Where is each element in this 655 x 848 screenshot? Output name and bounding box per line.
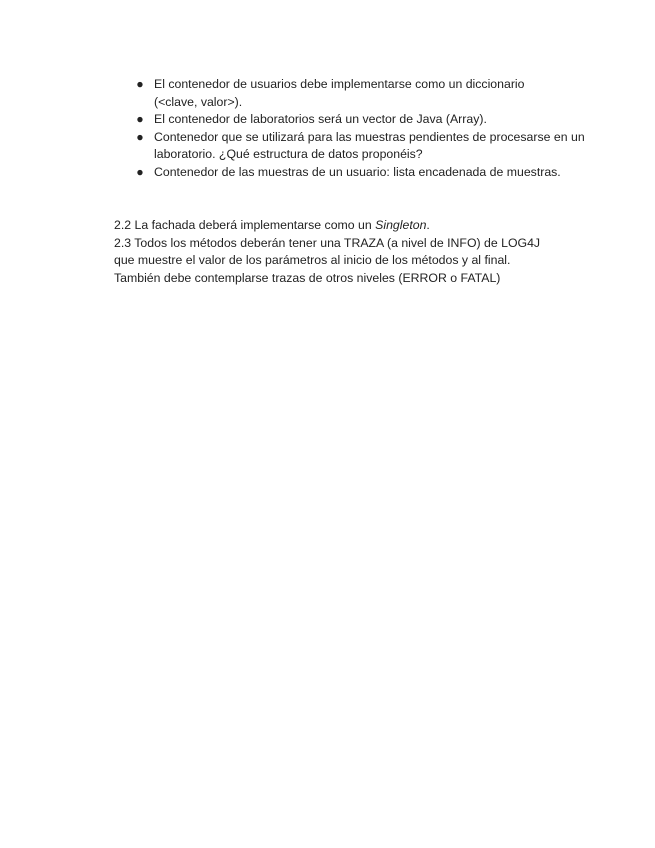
bullet-icon: ● — [136, 164, 144, 179]
bullet-text-labs-container: El contenedor de laboratorios será un vector de Java (Array). — [154, 112, 487, 126]
bullet-text-user-samples: Contenedor de las muestras de un usuario: lista encadenada de muestras. — [154, 164, 561, 179]
paragraph-2-2 — [114, 217, 594, 235]
bullet-icon: ● — [136, 77, 144, 91]
paragraph-2-3-line3: También debe contemplarse trazas de otros niveles (ERROR o FATAL) — [114, 270, 501, 285]
list-item — [114, 164, 594, 182]
list-item — [114, 111, 594, 129]
paragraph-2-2-text: 2.2 La fachada deberá implementarse como un — [114, 218, 376, 232]
bullet-icon: ● — [136, 112, 144, 126]
paragraph-2-2-suffix: . — [426, 218, 430, 232]
paragraph-2-3 — [114, 235, 594, 288]
bullet-icon: ● — [136, 129, 144, 144]
bullet-text-users-container: El contenedor de usuarios debe implementarse como un diccionario (<clave, valor>). — [154, 77, 525, 109]
requirements-paragraphs — [114, 217, 594, 287]
requirements-bullet-list — [114, 76, 594, 181]
paragraph-2-3-line1: 2.3 Todos los métodos deberán tener una TRAZA (a nivel de INFO) de LOG4J — [114, 235, 541, 250]
singleton-emphasis: Singleton — [375, 218, 427, 232]
paragraph-2-3-line2: que muestre el valor de los parámetros al inicio de los métodos y al final. — [114, 253, 511, 267]
list-item — [114, 129, 594, 164]
list-item — [114, 76, 594, 111]
bullet-text-pending-samples: Contenedor que se utilizará para las muestras pendientes de procesarse en un laboratorio. ¿Qué estructura de datos proponéis? — [154, 129, 585, 161]
